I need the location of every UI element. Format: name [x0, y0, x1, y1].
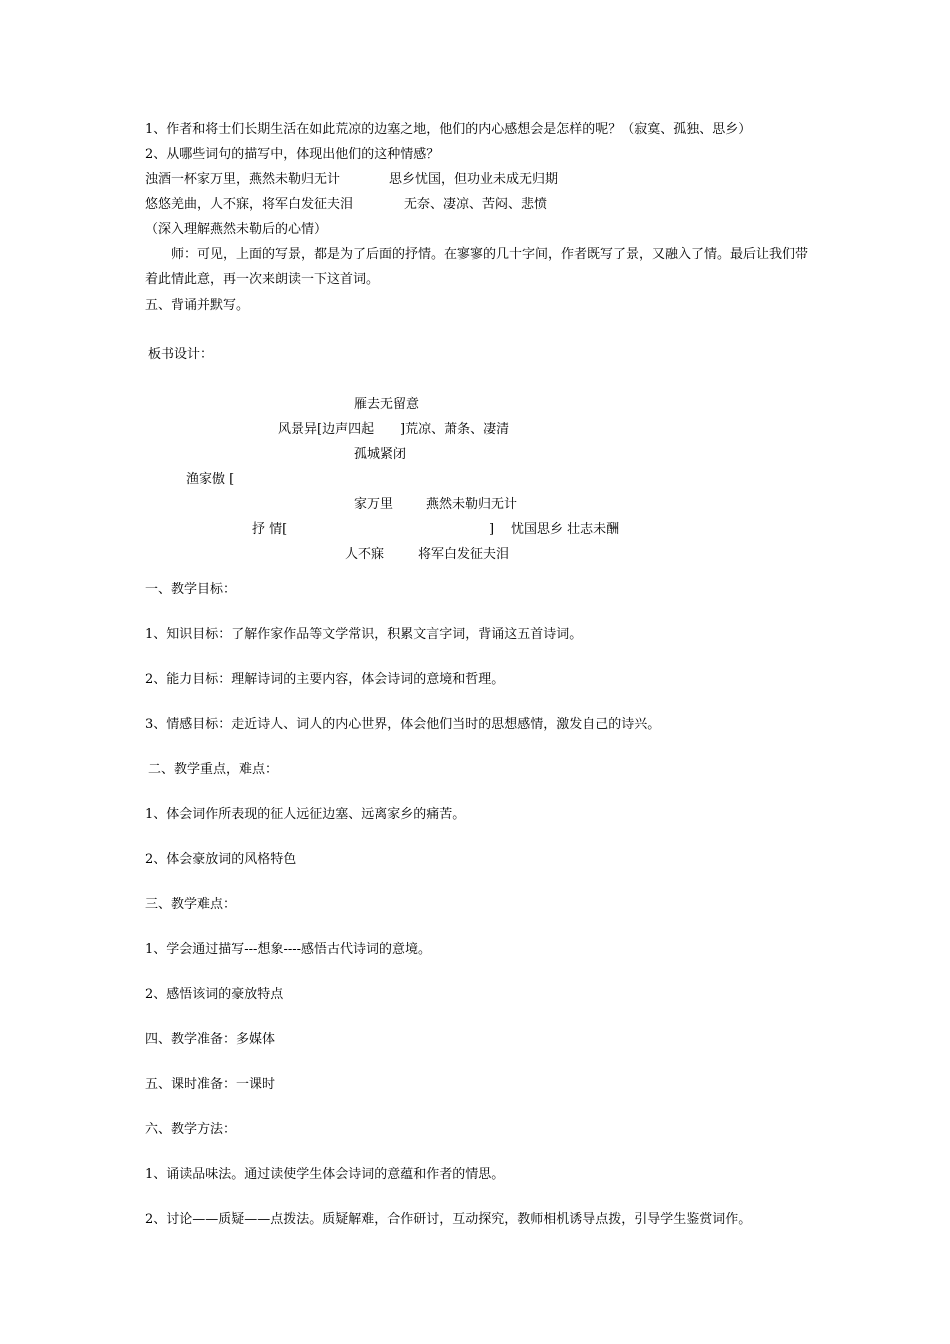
- board-row-5-right: 燕然未勒归无计: [426, 497, 518, 512]
- key-point-1: 1、体会词作所表现的征人远征边塞、远离家乡的痛苦。: [145, 807, 466, 822]
- poem-line-b-note: 无奈、凄凉、苦闷、悲愤: [404, 197, 548, 212]
- difficulties-heading: 三、教学难点：: [145, 897, 237, 912]
- board-row-6-right: 忧国思乡 壮志未酬: [511, 522, 620, 537]
- class-hours: 五、课时准备：一课时: [145, 1077, 276, 1092]
- difficulty-1: 1、学会通过描写---想象----感悟古代诗词的意境。: [145, 942, 432, 957]
- board-row-4: 渔家傲 [: [186, 472, 235, 487]
- goal-1: 1、知识目标：了解作家作品等文学常识，积累文言字词，背诵这五首诗词。: [145, 627, 583, 642]
- method-2: 2、讨论——质疑——点拨法。质疑解难，合作研讨，互动探究，教师相机诱导点拨，引导学生鉴赏词作。: [145, 1212, 752, 1227]
- board-row-1: 雁去无留意: [354, 397, 420, 412]
- board-row-6-left: 抒 情[: [252, 522, 288, 537]
- key-point-2: 2、体会豪放词的风格特色: [145, 852, 297, 867]
- board-heading: 板书设计：: [148, 347, 214, 362]
- board-row-7-left: 人不寐: [345, 547, 385, 562]
- goal-2: 2、能力目标：理解诗词的主要内容，体会诗词的意境和哲理。: [145, 672, 505, 687]
- question-1: 1、作者和将士们长期生活在如此荒凉的边塞之地，他们的内心感想会是怎样的呢？（寂寞、孤独、思乡）: [145, 122, 752, 137]
- goals-heading: 一、教学目标：: [145, 582, 237, 597]
- step-five-recite: 五、背诵并默写。: [145, 298, 250, 313]
- question-2: 2、从哪些词句的描写中，体现出他们的这种情感？: [145, 147, 440, 162]
- goal-3: 3、情感目标：走近诗人、词人的内心世界，体会他们当时的思想感情，激发自己的诗兴。: [145, 717, 661, 732]
- board-row-2-left: 风景异[边声四起: [278, 422, 375, 437]
- poem-line-a: 浊酒一杯家万里，燕然未勒归无计: [145, 172, 341, 187]
- teaching-preparation: 四、教学准备：多媒体: [145, 1032, 276, 1047]
- poem-line-a-note: 思乡忧国，但功业未成无归期: [389, 172, 559, 187]
- board-row-7-right: 将军白发征夫泪: [418, 547, 510, 562]
- method-1: 1、诵读品味法。通过读使学生体会诗词的意蕴和作者的情思。: [145, 1167, 505, 1182]
- teacher-paragraph: 师：可见，上面的写景，都是为了后面的抒情。在寥寥的几十字间，作者既写了景，又融入了情。最后让我们带着此情此意，再一次来朗读一下这首词。: [145, 247, 809, 287]
- board-row-2-right: ]荒凉、萧条、凄清: [400, 422, 510, 437]
- board-row-6-bracket: ]: [489, 522, 495, 537]
- poem-line-b: 悠悠羌曲，人不寐，将军白发征夫泪: [145, 197, 354, 212]
- difficulty-2: 2、感悟该词的豪放特点: [145, 987, 284, 1002]
- board-row-5-left: 家万里: [354, 497, 394, 512]
- key-points-heading: 二、教学重点，难点：: [148, 762, 279, 777]
- board-row-3: 孤城紧闭: [354, 447, 407, 462]
- deep-understanding-note: （深入理解燕然未勒后的心情）: [145, 222, 328, 237]
- methods-heading: 六、教学方法：: [145, 1122, 237, 1137]
